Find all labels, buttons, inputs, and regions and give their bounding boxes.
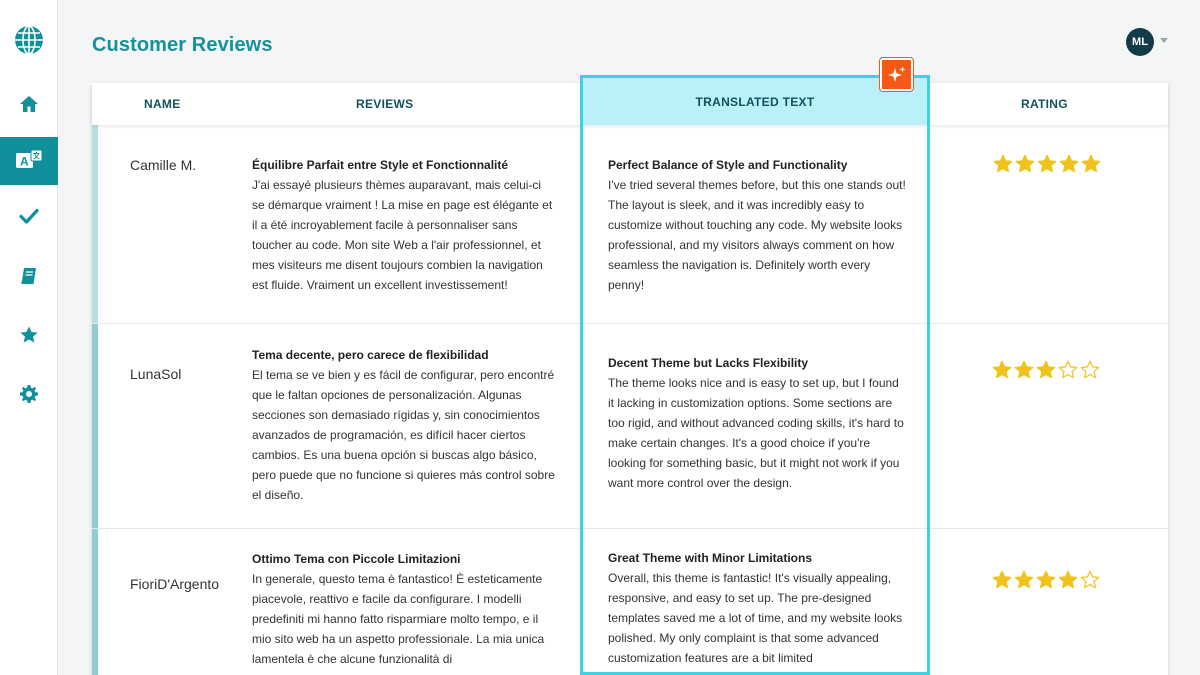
row-accent-bar bbox=[92, 125, 98, 323]
table-row[interactable] bbox=[92, 529, 1168, 675]
sidebar-item-translate[interactable] bbox=[0, 137, 58, 185]
column-header-reviews[interactable]: REVIEWS bbox=[356, 97, 414, 111]
review-text bbox=[252, 345, 557, 505]
sidebar-item-settings[interactable] bbox=[0, 370, 58, 418]
star-filled-icon bbox=[1036, 360, 1056, 380]
star-filled-icon bbox=[1081, 154, 1101, 174]
check-icon bbox=[19, 206, 39, 226]
table-row[interactable] bbox=[92, 324, 1168, 529]
translated-body: Overall, this theme is fantastic! It's visually appealing, responsive, and easy to set up. The pre-designed templates saved me a lot of time, and my website looks polished. My only complaint is that some advanced customization features are a bit limited bbox=[608, 571, 903, 665]
translated-text bbox=[608, 353, 908, 493]
star-filled-icon bbox=[1014, 570, 1034, 590]
translated-title: Great Theme with Minor Limitations bbox=[608, 551, 813, 565]
sidebar-item-check[interactable] bbox=[0, 192, 58, 240]
column-header-rating[interactable]: RATING bbox=[1021, 97, 1068, 111]
translated-body: I've tried several themes before, but this one stands out! The layout is sleek, and it was incredibly easy to customize without touching any code. My website looks professional, and my visitors always comment on how seamless the navigation is. Definitely worth every penny! bbox=[608, 178, 906, 292]
reviewer-name: LunaSol bbox=[130, 366, 182, 382]
reviewer-name: FioriD'Argento bbox=[130, 576, 220, 592]
star-filled-icon bbox=[1015, 154, 1035, 174]
table-row[interactable] bbox=[92, 125, 1168, 324]
star-empty-icon bbox=[1080, 360, 1100, 380]
reviews-table bbox=[92, 83, 1168, 675]
review-text bbox=[252, 155, 557, 295]
rating-stars bbox=[992, 360, 1100, 380]
svg-text:A: A bbox=[20, 154, 29, 169]
translated-text bbox=[608, 548, 908, 668]
review-title: Tema decente, pero carece de flexibilidad bbox=[252, 348, 489, 362]
sidebar-item-book[interactable] bbox=[0, 252, 58, 300]
star-filled-icon bbox=[1058, 570, 1078, 590]
star-filled-icon bbox=[1014, 360, 1034, 380]
star-empty-icon bbox=[1058, 360, 1078, 380]
chevron-down-icon[interactable] bbox=[1160, 38, 1168, 43]
rating-stars bbox=[992, 570, 1100, 590]
review-body: El tema se ve bien y es fácil de configurar, pero encontré que le faltan opciones de personalización. Algunas secciones son demasiado rígidas y, sin conocimientos avanzados de programación, es difícil hacer ciertos cambios. Es una buena opción si buscas algo básico, pero puede que no funcione si quieres más control sobre el diseño. bbox=[252, 368, 555, 502]
reviewer-name: Camille M. bbox=[130, 157, 197, 173]
review-body: In generale, questo tema è fantastico! È esteticamente piacevole, reattivo e facile da configurare. I modelli predefiniti mi hanno fatto risparmiare molto tempo, e il mio sito web ha un aspetto professionale. La mia unica lamentela è che alcune funzionalità di bbox=[252, 572, 545, 666]
star-icon bbox=[19, 325, 39, 345]
translated-title: Perfect Balance of Style and Functionality bbox=[608, 158, 848, 172]
page-title: Customer Reviews bbox=[92, 34, 273, 56]
translated-body: The theme looks nice and is easy to set up, but I found it lacking in customization options. Some sections are too rigid, and without advanced coding skills, it's hard to make certain changes. It's a good choice if you're looking for something basic, but it might not work if you want more control over the design. bbox=[608, 376, 904, 490]
translated-title: Decent Theme but Lacks Flexibility bbox=[608, 356, 809, 370]
ai-translate-button[interactable] bbox=[880, 58, 913, 91]
star-filled-icon bbox=[993, 154, 1013, 174]
sidebar-item-star[interactable] bbox=[0, 311, 58, 359]
rating-stars bbox=[993, 154, 1101, 174]
review-title: Ottimo Tema con Piccole Limitazioni bbox=[252, 552, 461, 566]
review-text bbox=[252, 549, 557, 669]
star-filled-icon bbox=[1036, 570, 1056, 590]
home-icon bbox=[19, 94, 39, 114]
gear-icon bbox=[19, 384, 39, 404]
globe-logo-icon[interactable] bbox=[13, 24, 45, 56]
star-empty-icon bbox=[1080, 570, 1100, 590]
star-filled-icon bbox=[1037, 154, 1057, 174]
star-filled-icon bbox=[992, 360, 1012, 380]
sidebar-item-home[interactable] bbox=[0, 80, 58, 128]
row-accent-bar bbox=[92, 324, 98, 528]
translate-icon bbox=[15, 150, 43, 172]
book-icon bbox=[19, 266, 39, 286]
user-avatar[interactable]: ML bbox=[1126, 28, 1154, 56]
star-filled-icon bbox=[992, 570, 1012, 590]
star-filled-icon bbox=[1059, 154, 1079, 174]
sidebar bbox=[0, 0, 58, 675]
column-header-translated[interactable]: TRANSLATED TEXT bbox=[583, 78, 927, 125]
review-body: J'ai essayé plusieurs thèmes auparavant, mais celui-ci se démarque vraiment ! La mise en page est élégante et il a été incroyablement facile à personnaliser sans toucher au code. Mon site Web a l'air professionnel, et mes visiteurs me disent toujours combien la navigation est fluide. Vraiment un excellent investissement! bbox=[252, 178, 553, 292]
sparkle-icon bbox=[887, 65, 907, 85]
column-header-name[interactable]: NAME bbox=[144, 97, 181, 111]
row-accent-bar bbox=[92, 529, 98, 675]
review-title: Équilibre Parfait entre Style et Fonctionnalité bbox=[252, 158, 509, 172]
translated-text bbox=[608, 155, 908, 295]
